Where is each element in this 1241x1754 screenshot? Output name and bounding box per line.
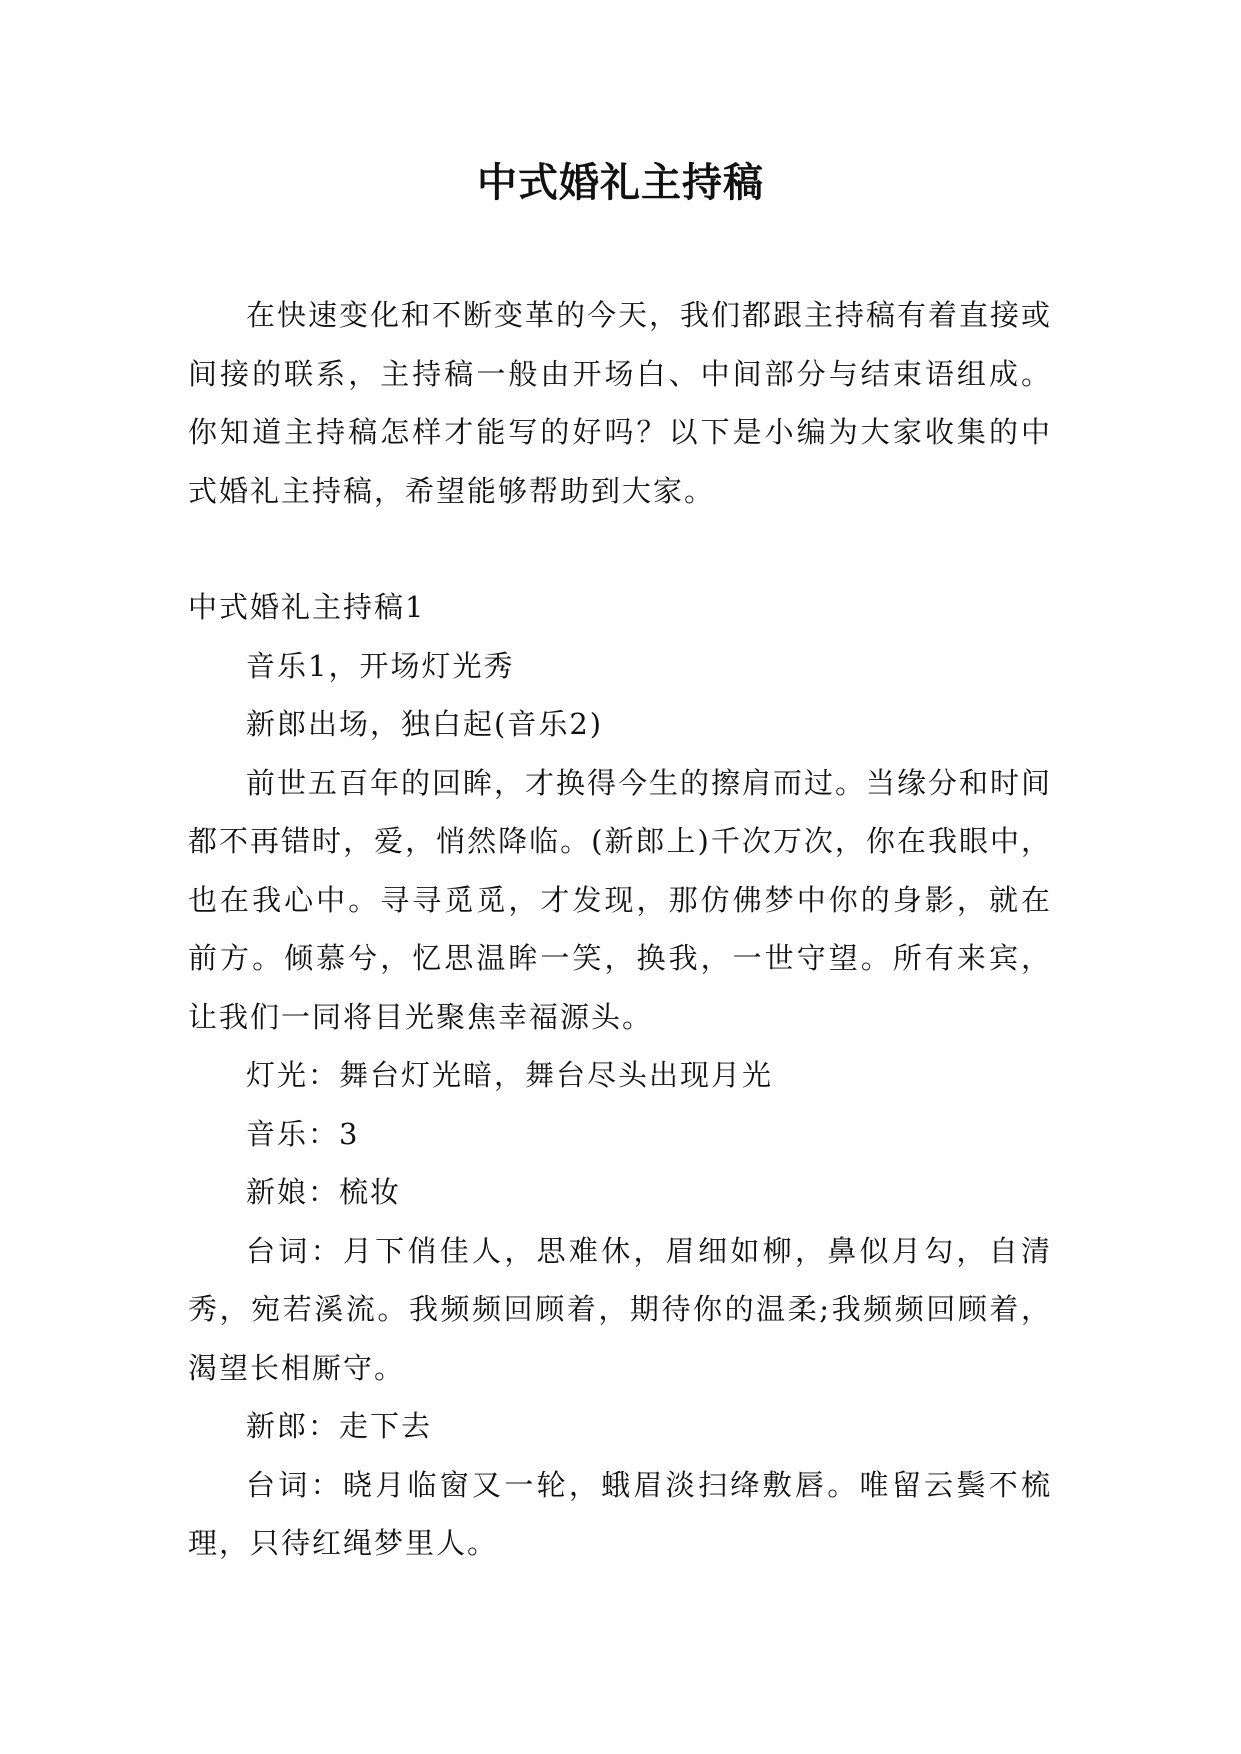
section-heading: 中式婚礼主持稿1 bbox=[188, 590, 426, 624]
body-paragraph: 新娘：梳妆 bbox=[246, 1175, 402, 1209]
body-paragraph: 灯光：舞台灯光暗，舞台尽头出现月光 bbox=[246, 1058, 774, 1092]
document-title: 中式婚礼主持稿 bbox=[477, 160, 764, 206]
body-paragraph: 音乐1，开场灯光秀 bbox=[246, 648, 515, 683]
body-paragraph: 新郎出场，独白起(音乐2) bbox=[246, 707, 604, 741]
document-body bbox=[188, 286, 1052, 1573]
body-paragraph: 台词：月下俏佳人，思难休，眉细如柳，鼻似月勾，自清秀，宛若溪流。我频频回顾着，期待你的温柔;我频频回顾着，渴望长相厮守。 bbox=[188, 1233, 1052, 1385]
paragraph-gap bbox=[188, 520, 1052, 578]
body-paragraph: 新郎：走下去 bbox=[246, 1409, 433, 1443]
body-paragraph: 台词：晓月临窗又一轮，蛾眉淡扫绛敷唇。唯留云鬓不梳理，只待红绳梦里人。 bbox=[188, 1467, 1052, 1560]
body-paragraph: 前世五百年的回眸，才换得今生的擦肩而过。当缘分和时间都不再错时，爱，悄然降临。(新郎上)千次万次，你在我眼中，也在我心中。寻寻觅觅，才发现，那仿佛梦中你的身影，就在前方。倾慕兮，忆思温眸一笑，换我，一世守望。所有来宾，让我们一同将目光聚焦幸福源头。 bbox=[188, 765, 1053, 1034]
body-paragraph: 音乐：3 bbox=[246, 1116, 360, 1151]
intro-paragraph: 在快速变化和不断变革的今天，我们都跟主持稿有着直接或间接的联系，主持稿一般由开场白、中间部分与结束语组成。你知道主持稿怎样才能写的好吗？以下是小编为大家收集的中式婚礼主持稿，希望能够帮助到大家。 bbox=[188, 298, 1053, 508]
